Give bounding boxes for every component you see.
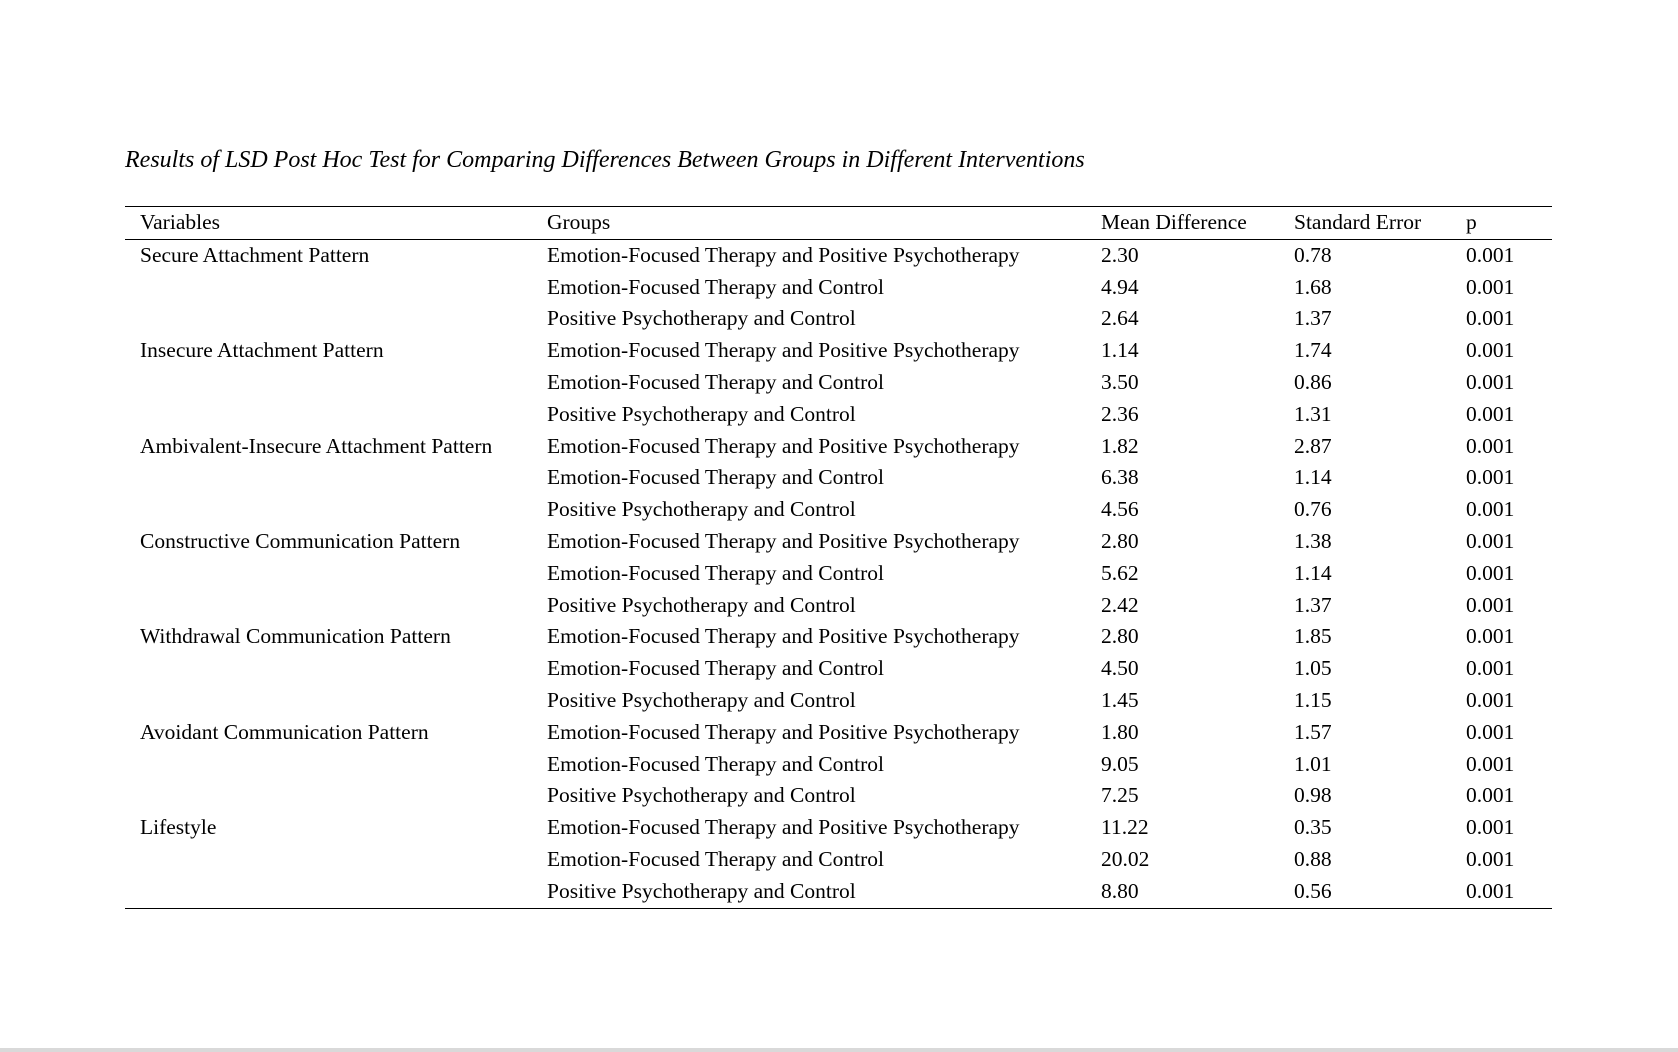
cell-p: 0.001 bbox=[1466, 306, 1515, 331]
cell-p: 0.001 bbox=[1466, 687, 1515, 712]
cell-standard-error: 1.37 bbox=[1294, 592, 1332, 617]
header-row bbox=[125, 207, 1552, 240]
cell-variable bbox=[125, 367, 547, 399]
cell-standard-error: 2.87 bbox=[1294, 433, 1332, 458]
cell-standard-error: 0.88 bbox=[1294, 846, 1332, 871]
cell-mean-difference: 2.30 bbox=[1101, 242, 1139, 267]
cell-mean-difference: 2.42 bbox=[1101, 592, 1139, 617]
cell-group: Positive Psychotherapy and Control bbox=[547, 401, 856, 426]
cell-mean-difference: 4.94 bbox=[1101, 274, 1139, 299]
cell-group: Positive Psychotherapy and Control bbox=[547, 592, 856, 617]
results-table bbox=[125, 206, 1552, 909]
table-row bbox=[125, 590, 1552, 622]
cell-mean-difference: 2.36 bbox=[1101, 401, 1139, 426]
cell-variable: Ambivalent-Insecure Attachment Pattern bbox=[140, 433, 493, 458]
cell-group: Emotion-Focused Therapy and Control bbox=[547, 656, 884, 681]
cell-group: Emotion-Focused Therapy and Positive Psychotherapy bbox=[547, 624, 1020, 649]
cell-variable: Withdrawal Communication Pattern bbox=[140, 624, 451, 649]
cell-group: Positive Psychotherapy and Control bbox=[547, 306, 856, 331]
cell-p: 0.001 bbox=[1466, 878, 1515, 903]
cell-group: Emotion-Focused Therapy and Positive Psychotherapy bbox=[547, 528, 1020, 553]
cell-standard-error: 0.35 bbox=[1294, 815, 1332, 840]
table-row bbox=[125, 685, 1552, 717]
cell-group: Emotion-Focused Therapy and Control bbox=[547, 846, 884, 871]
table-row bbox=[125, 303, 1552, 335]
header-mean-difference: Mean Difference bbox=[1101, 207, 1294, 240]
cell-mean-difference: 7.25 bbox=[1101, 783, 1139, 808]
cell-variable bbox=[125, 558, 547, 590]
cell-mean-difference: 9.05 bbox=[1101, 751, 1139, 776]
cell-standard-error: 0.98 bbox=[1294, 783, 1332, 808]
table-row bbox=[125, 876, 1552, 908]
cell-standard-error: 1.14 bbox=[1294, 560, 1332, 585]
cell-mean-difference: 2.80 bbox=[1101, 624, 1139, 649]
cell-variable bbox=[125, 876, 547, 908]
table-caption: Results of LSD Post Hoc Test for Comparing Differences Between Groups in Different Interventions bbox=[125, 147, 1085, 173]
cell-variable bbox=[125, 780, 547, 812]
cell-standard-error: 1.05 bbox=[1294, 656, 1332, 681]
table-row bbox=[125, 749, 1552, 781]
cell-mean-difference: 11.22 bbox=[1101, 815, 1149, 840]
cell-standard-error: 1.15 bbox=[1294, 687, 1332, 712]
table-header bbox=[125, 207, 1552, 240]
cell-p: 0.001 bbox=[1466, 846, 1515, 871]
table-row bbox=[125, 844, 1552, 876]
cell-variable bbox=[125, 494, 547, 526]
table-row bbox=[125, 462, 1552, 494]
cell-mean-difference: 4.50 bbox=[1101, 656, 1139, 681]
cell-p: 0.001 bbox=[1466, 338, 1515, 363]
table-row bbox=[125, 558, 1552, 590]
cell-p: 0.001 bbox=[1466, 624, 1515, 649]
cell-standard-error: 1.38 bbox=[1294, 528, 1332, 553]
cell-mean-difference: 3.50 bbox=[1101, 369, 1139, 394]
cell-standard-error: 1.31 bbox=[1294, 401, 1332, 426]
cell-p: 0.001 bbox=[1466, 656, 1515, 681]
cell-standard-error: 1.68 bbox=[1294, 274, 1332, 299]
cell-group: Positive Psychotherapy and Control bbox=[547, 878, 856, 903]
cell-variable bbox=[125, 303, 547, 335]
cell-mean-difference: 1.14 bbox=[1101, 338, 1139, 363]
cell-group: Emotion-Focused Therapy and Positive Psychotherapy bbox=[547, 719, 1020, 744]
cell-variable bbox=[125, 653, 547, 685]
cell-standard-error: 1.74 bbox=[1294, 338, 1332, 363]
table-row bbox=[125, 812, 1552, 844]
cell-group: Emotion-Focused Therapy and Control bbox=[547, 274, 884, 299]
cell-group: Emotion-Focused Therapy and Control bbox=[547, 465, 884, 490]
table-row bbox=[125, 653, 1552, 685]
table-row bbox=[125, 526, 1552, 558]
table-row bbox=[125, 621, 1552, 653]
cell-mean-difference: 8.80 bbox=[1101, 878, 1139, 903]
table-row bbox=[125, 717, 1552, 749]
cell-p: 0.001 bbox=[1466, 401, 1515, 426]
cell-group: Emotion-Focused Therapy and Positive Psychotherapy bbox=[547, 242, 1020, 267]
cell-group: Positive Psychotherapy and Control bbox=[547, 497, 856, 522]
cell-group: Emotion-Focused Therapy and Control bbox=[547, 369, 884, 394]
table-row bbox=[125, 494, 1552, 526]
cell-group: Emotion-Focused Therapy and Control bbox=[547, 560, 884, 585]
cell-mean-difference: 1.82 bbox=[1101, 433, 1139, 458]
cell-mean-difference: 2.80 bbox=[1101, 528, 1139, 553]
cell-p: 0.001 bbox=[1466, 560, 1515, 585]
cell-p: 0.001 bbox=[1466, 242, 1515, 267]
cell-p: 0.001 bbox=[1466, 719, 1515, 744]
cell-mean-difference: 6.38 bbox=[1101, 465, 1139, 490]
cell-standard-error: 1.37 bbox=[1294, 306, 1332, 331]
cell-variable: Insecure Attachment Pattern bbox=[140, 338, 384, 363]
cell-p: 0.001 bbox=[1466, 592, 1515, 617]
cell-variable bbox=[125, 399, 547, 431]
cell-p: 0.001 bbox=[1466, 497, 1515, 522]
cell-standard-error: 0.56 bbox=[1294, 878, 1332, 903]
cell-p: 0.001 bbox=[1466, 751, 1515, 776]
cell-mean-difference: 5.62 bbox=[1101, 560, 1139, 585]
cell-group: Emotion-Focused Therapy and Control bbox=[547, 751, 884, 776]
cell-group: Emotion-Focused Therapy and Positive Psychotherapy bbox=[547, 433, 1020, 458]
cell-mean-difference: 4.56 bbox=[1101, 497, 1139, 522]
cell-variable bbox=[125, 685, 547, 717]
cell-mean-difference: 1.80 bbox=[1101, 719, 1139, 744]
cell-group: Positive Psychotherapy and Control bbox=[547, 783, 856, 808]
cell-variable: Avoidant Communication Pattern bbox=[140, 719, 429, 744]
cell-variable bbox=[125, 462, 547, 494]
table-row bbox=[125, 335, 1552, 367]
header-standard-error: Standard Error bbox=[1294, 207, 1466, 240]
cell-group: Emotion-Focused Therapy and Positive Psychotherapy bbox=[547, 815, 1020, 840]
cell-standard-error: 0.76 bbox=[1294, 497, 1332, 522]
cell-p: 0.001 bbox=[1466, 783, 1515, 808]
cell-variable bbox=[125, 844, 547, 876]
page-bottom-edge bbox=[0, 1048, 1678, 1052]
cell-standard-error: 0.78 bbox=[1294, 242, 1332, 267]
cell-group: Positive Psychotherapy and Control bbox=[547, 687, 856, 712]
table-row bbox=[125, 780, 1552, 812]
table-row bbox=[125, 431, 1552, 463]
cell-p: 0.001 bbox=[1466, 369, 1515, 394]
header-variables: Variables bbox=[125, 207, 547, 240]
table-row bbox=[125, 239, 1552, 271]
cell-standard-error: 1.85 bbox=[1294, 624, 1332, 649]
cell-standard-error: 1.57 bbox=[1294, 719, 1332, 744]
cell-group: Emotion-Focused Therapy and Positive Psychotherapy bbox=[547, 338, 1020, 363]
cell-standard-error: 1.14 bbox=[1294, 465, 1332, 490]
cell-variable: Lifestyle bbox=[140, 815, 217, 840]
cell-variable bbox=[125, 749, 547, 781]
cell-p: 0.001 bbox=[1466, 528, 1515, 553]
cell-p: 0.001 bbox=[1466, 815, 1515, 840]
table-row bbox=[125, 399, 1552, 431]
cell-p: 0.001 bbox=[1466, 274, 1515, 299]
cell-variable: Constructive Communication Pattern bbox=[140, 528, 461, 553]
cell-standard-error: 0.86 bbox=[1294, 369, 1332, 394]
header-p: p bbox=[1466, 207, 1552, 240]
cell-p: 0.001 bbox=[1466, 433, 1515, 458]
cell-standard-error: 1.01 bbox=[1294, 751, 1332, 776]
table-row bbox=[125, 367, 1552, 399]
table-body bbox=[125, 239, 1552, 908]
cell-variable bbox=[125, 272, 547, 304]
cell-variable: Secure Attachment Pattern bbox=[140, 242, 370, 267]
header-groups: Groups bbox=[547, 207, 1101, 240]
cell-mean-difference: 1.45 bbox=[1101, 687, 1139, 712]
cell-mean-difference: 20.02 bbox=[1101, 846, 1150, 871]
cell-mean-difference: 2.64 bbox=[1101, 306, 1139, 331]
cell-p: 0.001 bbox=[1466, 465, 1515, 490]
cell-variable bbox=[125, 590, 547, 622]
table-row bbox=[125, 272, 1552, 304]
